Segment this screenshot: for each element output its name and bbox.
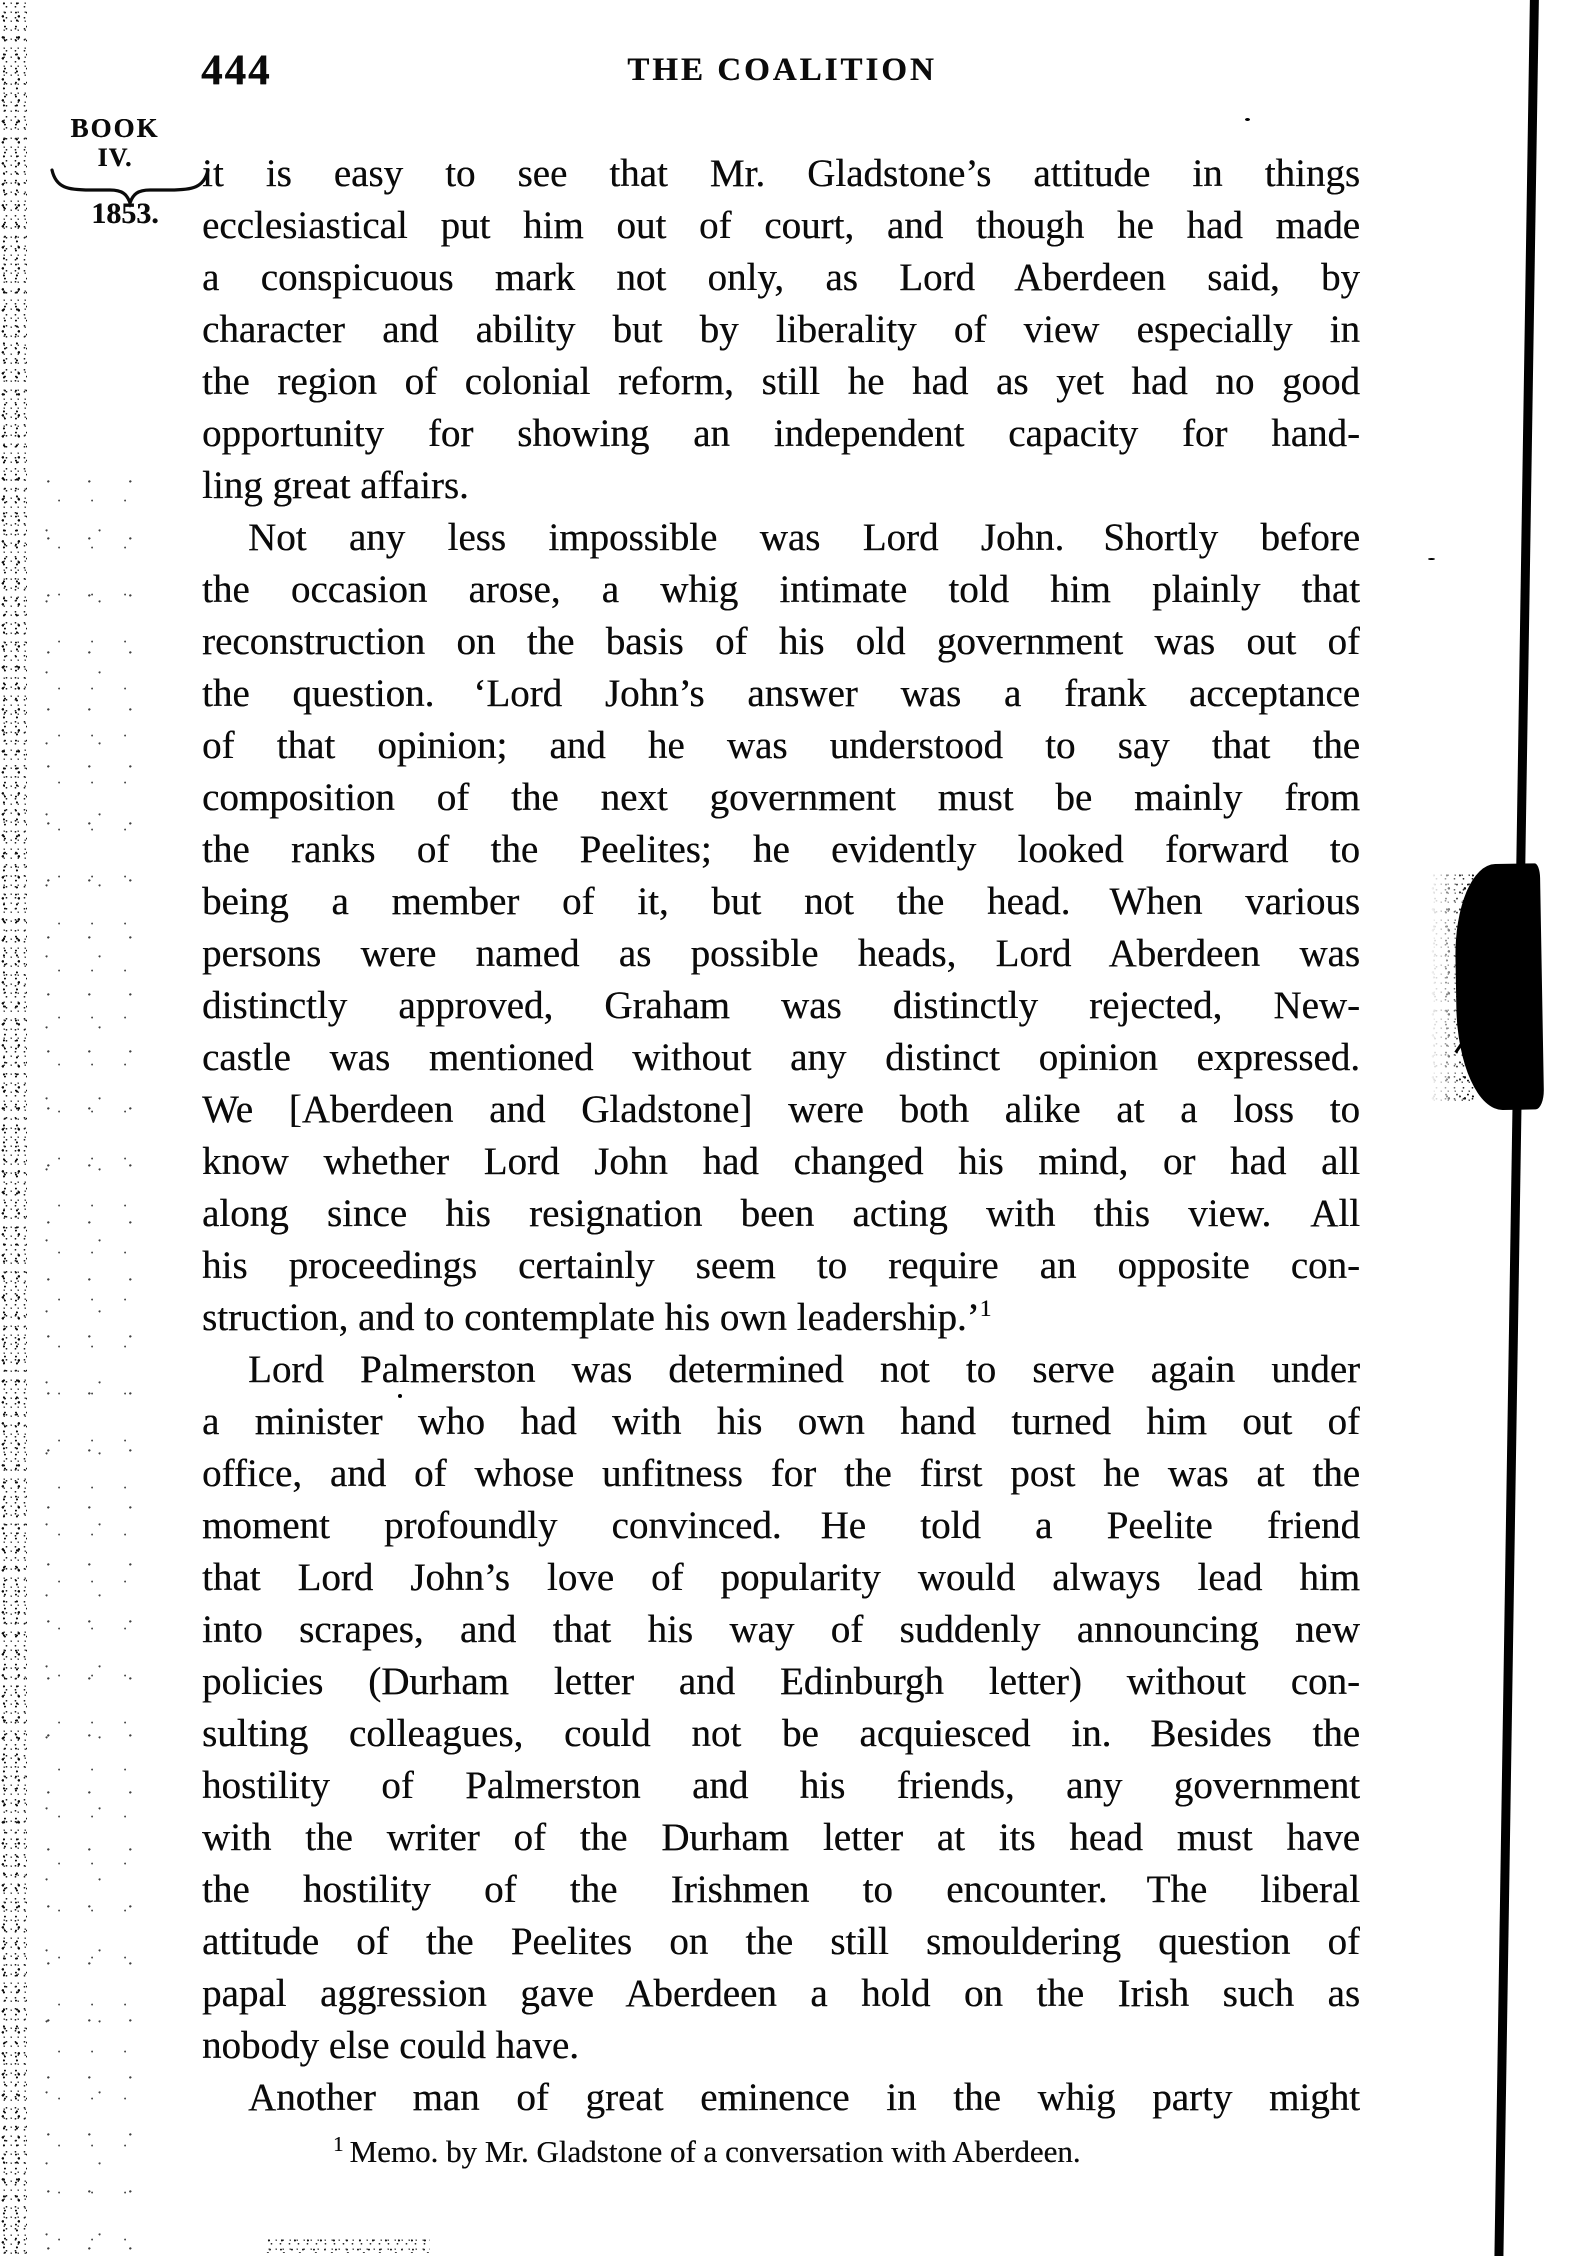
page-edge-line: [1494, 0, 1539, 2256]
text-line: moment profoundly convinced. He told a Peelite friend: [202, 1504, 1360, 1547]
text-line: hostility of Palmerston and his friends, any government: [202, 1764, 1360, 1807]
speck-dot: [1428, 558, 1435, 560]
text-line: distinctly approved, Graham was distinctly rejected, New-: [202, 984, 1360, 1027]
text-line: the hostility of the Irishmen to encounter. The liberal: [202, 1868, 1360, 1911]
text-line: the ranks of the Peelites; he evidently looked forward to: [202, 828, 1360, 871]
text-line: reconstruction on the basis of his old government was out of: [202, 620, 1360, 663]
text-line: the region of colonial reform, still he had as yet had no good: [202, 360, 1360, 403]
text-line: office, and of whose unfitness for the first post he was at the: [202, 1452, 1360, 1495]
text-line: that Lord John’s love of popularity would always lead him: [202, 1556, 1360, 1599]
text-line: policies (Durham letter and Edinburgh letter) without con-: [202, 1660, 1360, 1703]
margin-book-numeral: IV.: [97, 143, 133, 172]
text-line: castle was mentioned without any distinct opinion expressed.: [202, 1036, 1360, 1079]
text-line: along since his resignation been acting with this view. All: [202, 1192, 1360, 1235]
text-line: sulting colleagues, could not be acquiesced in. Besides the: [202, 1712, 1360, 1755]
margin-year-label: 1853.: [91, 197, 159, 230]
footnote-text: Memo. by Mr. Gladstone of a conversation with Aberdeen.: [349, 2134, 1081, 2169]
text-line: opportunity for showing an independent capacity for hand-: [202, 412, 1360, 455]
text-line: ling great affairs.: [202, 464, 469, 507]
footnote: [333, 2132, 1333, 2172]
text-line: being a member of it, but not the head. When various: [202, 880, 1360, 923]
text-line: of that opinion; and he was understood to say that the: [202, 724, 1360, 767]
text-line: with the writer of the Durham letter at its head must have: [202, 1816, 1360, 1859]
page-number: 444: [201, 47, 272, 94]
scan-noise-margin: [36, 470, 132, 2256]
text-line: character and ability but by liberality of view especially in: [202, 308, 1360, 351]
text-line: Another man of great eminence in the whig party might: [248, 2076, 1360, 2119]
text-line: it is easy to see that Mr. Gladstone’s attitude in things: [202, 152, 1360, 195]
ink-blob-artifact: [1454, 863, 1544, 1110]
text-line: We [Aberdeen and Gladstone] were both alike at a loss to: [202, 1088, 1360, 1131]
text-line: struction, and to contemplate his own leadership.’$^1$: [202, 1296, 992, 1339]
text-line: know whether Lord John had changed his mind, or had all: [202, 1140, 1360, 1183]
body-text: [202, 148, 1360, 2124]
footnote-marker: 1: [333, 2131, 344, 2156]
text-line: the occasion arose, a whig intimate told him plainly that: [202, 568, 1360, 611]
text-line: composition of the next government must be mainly from: [202, 776, 1360, 819]
speck-dot: [1245, 118, 1250, 121]
margin-book-label: BOOK: [70, 113, 160, 143]
text-line: a minister who had with his own hand turned him out of: [202, 1400, 1360, 1443]
running-title: THE COALITION: [627, 52, 937, 88]
text-line: his proceedings certainly seem to require an opposite con-: [202, 1244, 1360, 1287]
scan-noise-left-edge: [0, 0, 27, 2256]
text-line: ecclesiastical put him out of court, and though he had made: [202, 204, 1360, 247]
text-line: persons were named as possible heads, Lord Aberdeen was: [202, 932, 1360, 975]
scan-noise-bottom-smudge: [265, 2237, 430, 2253]
text-line: the question. ‘Lord John’s answer was a frank acceptance: [202, 672, 1360, 715]
text-line: nobody else could have.: [202, 2024, 579, 2067]
text-line: papal aggression gave Aberdeen a hold on the Irish such as: [202, 1972, 1360, 2015]
text-line: attitude of the Peelites on the still smouldering question of: [202, 1920, 1360, 1963]
text-line: a conspicuous mark not only, as Lord Aberdeen said, by: [202, 256, 1360, 299]
text-line: into scrapes, and that his way of suddenly announcing new: [202, 1608, 1360, 1651]
text-line: Lord Palmerston was determined not to serve again under: [248, 1348, 1360, 1391]
text-line: Not any less impossible was Lord John. Shortly before: [248, 516, 1360, 559]
